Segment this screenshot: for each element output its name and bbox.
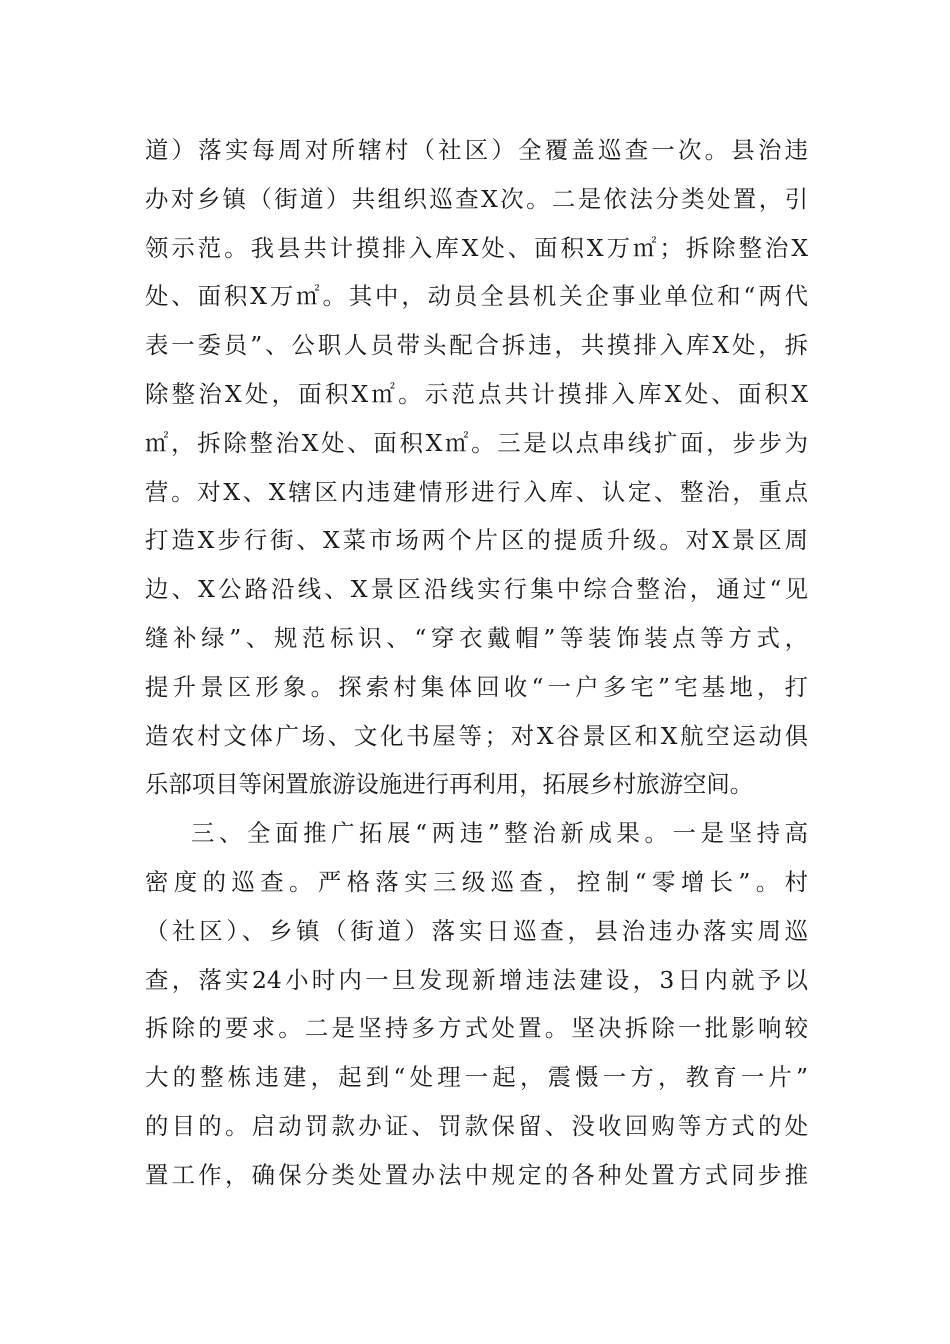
text-line-12: 提升景区形象。探索村集体回收“一户多宅”宅基地，打 (145, 672, 808, 701)
text-line-18: 查，落实24小时内一旦发现新增违法建设，3日内就予以 (145, 965, 808, 994)
text-line-14: 乐部项目等闲置旅游设施进行再利用，拓展乡村旅游空间。 (145, 770, 754, 799)
text-line-20: 大的整栋违建，起到“处理一起，震慑一方，教育一片” (145, 1063, 808, 1092)
section-heading-line: 三、全面推广拓展“两违”整治新成果。一是坚持高 (191, 819, 808, 848)
text-line-4: 处、面积X万㎡。其中，动员全县机关企事业单位和“两代 (145, 282, 808, 311)
text-line-16: 密度的巡查。严格落实三级巡查，控制“零增长”。村 (145, 867, 808, 896)
text-line-5: 表一委员”、公职人员带头配合拆违，共摸排入库X处，拆 (145, 331, 808, 360)
text-line-6: 除整治X处，面积X㎡。示范点共计摸排入库X处、面积X (145, 379, 808, 408)
text-line-10: 边、X公路沿线、X景区沿线实行集中综合整治，通过“见 (145, 575, 808, 604)
text-line-17: （社区）、乡镇（街道）落实日巡查，县治违办落实周巡 (145, 916, 808, 945)
text-line-3: 领示范。我县共计摸排入库X处、面积X万㎡；拆除整治X (145, 233, 808, 262)
text-line-21: 的目的。启动罚款办证、罚款保留、没收回购等方式的处 (145, 1111, 808, 1140)
text-line-19: 拆除的要求。二是坚持多方式处置。坚决拆除一批影响较 (145, 1014, 808, 1043)
text-line-13: 造农村文体广场、文化书屋等；对X谷景区和X航空运动俱 (145, 721, 808, 750)
text-line-7: ㎡，拆除整治X处、面积X㎡。三是以点串线扩面，步步为 (145, 428, 808, 457)
text-line-1: 道）落实每周对所辖村（社区）全覆盖巡查一次。县治违 (145, 136, 808, 164)
text-line-22: 置工作，确保分类处置办法中规定的各种处置方式同步推 (145, 1160, 808, 1189)
text-line-2: 办对乡镇（街道）共组织巡查X次。二是依法分类处置，引 (145, 184, 808, 213)
body-text (145, 126, 808, 1200)
text-line-11: 缝补绿”、规范标识、“穿衣戴帽”等装饰装点等方式， (145, 623, 808, 652)
text-line-8: 营。对X、X辖区内违建情形进行入库、认定、整治，重点 (145, 477, 808, 506)
text-line-9: 打造X步行街、X菜市场两个片区的提质升级。对X景区周 (145, 526, 808, 555)
